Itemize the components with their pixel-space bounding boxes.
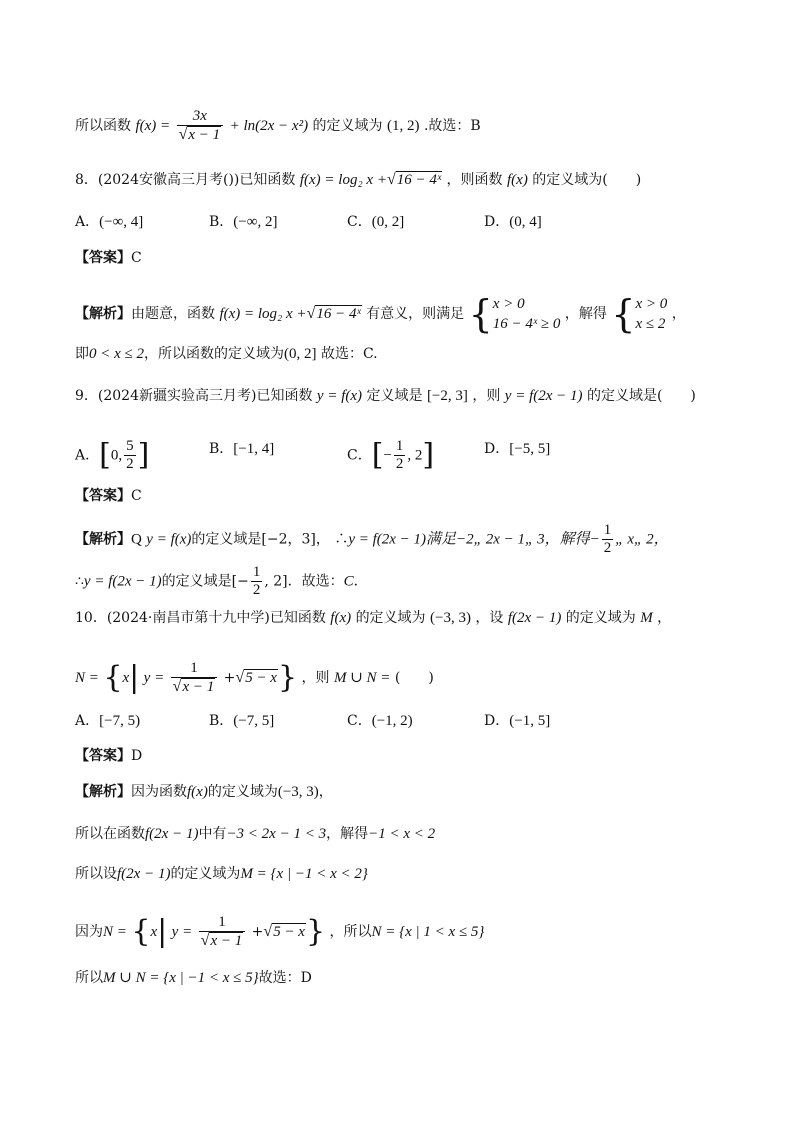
question-text: 8．(2024安徽高三月考())已知函数: [75, 172, 296, 188]
question-text: 的定义域为( ): [532, 172, 642, 188]
math-expression: + ln(2x − x²): [229, 118, 309, 134]
q10-analysis-line-2: 所以在函数f(2x − 1)中有−3 < 2x − 1 < 3，解得−1 < x < 2: [75, 826, 436, 842]
math-function: f(x) =: [135, 118, 171, 134]
q8-option-a: A．(−∞, 4]: [75, 214, 144, 230]
radicand: 16 − 4ˣ: [396, 172, 442, 188]
q8-option-b: B．(−∞, 2]: [209, 214, 278, 230]
q10-answer: 【答案】D: [75, 748, 143, 764]
inequality-system: x > 0 16 − 4ˣ ≥ 0: [492, 296, 561, 332]
q9-answer: 【答案】C: [75, 488, 142, 504]
q10-analysis-line-1: 【解析】因为函数f(x)的定义域为(−3, 3)，: [75, 784, 333, 800]
q9-option-c: C．[− $\frac{1}{2}$ , 2]: [347, 437, 435, 473]
question-text: ，则函数: [446, 172, 503, 188]
q9-option-a: A．[0, $\frac{5}{2}$ ]: [75, 437, 150, 473]
q10-option-d: D．(−1, 5]: [484, 713, 551, 729]
q9-stem: 9．(2024新疆实验高三月考)已知函数 y = f(x) 定义域是 [−2, 3] ，则 y = f(2x − 1) 的定义域是( ): [75, 388, 696, 404]
q7-conclusion-line: [75, 108, 481, 144]
fraction: [177, 108, 224, 144]
q10-set-definition: N = {x| y = $\frac{1}{√x - 1}$ +√5 − x} ，则 M ∪ N = ( ): [75, 660, 434, 695]
q10-analysis-line-5: 所以M ∪ N = {x | −1 < x ≤ 5}故选：D: [75, 970, 312, 986]
q10-option-b: B．(−7, 5]: [209, 713, 275, 729]
q10-stem: 10．(2024·南昌市第十九中学)已知函数 f(x) 的定义域为 (−3, 3) ，设 f(2x − 1) 的定义域为 M ，: [75, 610, 672, 626]
q8-option-c: C．(0, 2]: [347, 214, 405, 230]
fraction-denominator: √x − 1: [178, 126, 221, 143]
inequality-system: x > 0 x ≤ 2: [635, 296, 668, 332]
q8-analysis-line-2: 即0 < x ≤ 2，所以函数的定义域为(0, 2] 故选：C.: [75, 346, 378, 362]
math-function: f(x): [507, 172, 528, 188]
text: 所以函数: [75, 118, 131, 134]
q10-analysis-line-3: 所以设f(2x − 1)的定义域为M = {x | −1 < x < 2}: [75, 866, 368, 882]
q8-answer: 【答案】C: [75, 250, 142, 266]
q8-stem: [75, 170, 641, 190]
q9-option-b: B．[−1, 4]: [209, 441, 275, 457]
q9-analysis: 【解析】Q y = f(x)的定义域是[−2，3]， ∴y = f(2x − 1)满足−2„ 2x − 1„ 3，解得− $\frac{1}{2}$ „ x„ 2，: [75, 522, 669, 556]
q8-analysis: 【解析】由题意，函数 f(x) = log₂ x +√16 − 4ˣ 有意义，则满足 { x > 0 16 − 4ˣ ≥ 0 ，解得 { x > 0 x ≤ 2 ，: [75, 292, 686, 336]
q10-analysis-line-4: 因为N = {x| y = $\frac{1}{√x - 1}$ +√5 − x} ，所以N = {x | 1 < x ≤ 5}: [75, 914, 485, 949]
text: .故选：B: [423, 118, 481, 134]
q10-option-c: C．(−1, 2): [347, 713, 413, 729]
q10-option-a: A．[−7, 5): [75, 713, 141, 729]
math-interval: (1, 2): [386, 118, 420, 134]
q8-option-d: D．(0, 4]: [484, 214, 542, 230]
math-expression: f(x) = log₂ x +: [299, 172, 387, 188]
radicand: x − 1: [188, 127, 221, 143]
q9-option-d: D．[−5, 5]: [484, 441, 551, 457]
fraction-numerator: 3x: [177, 108, 224, 126]
text: 的定义域为: [312, 118, 383, 134]
q9-analysis-line-2: ∴y = f(2x − 1)的定义域是[− $\frac{1}{2}$ , 2]．故选：C．: [75, 564, 368, 598]
sqrt: √16 − 4ˣ: [386, 171, 442, 188]
